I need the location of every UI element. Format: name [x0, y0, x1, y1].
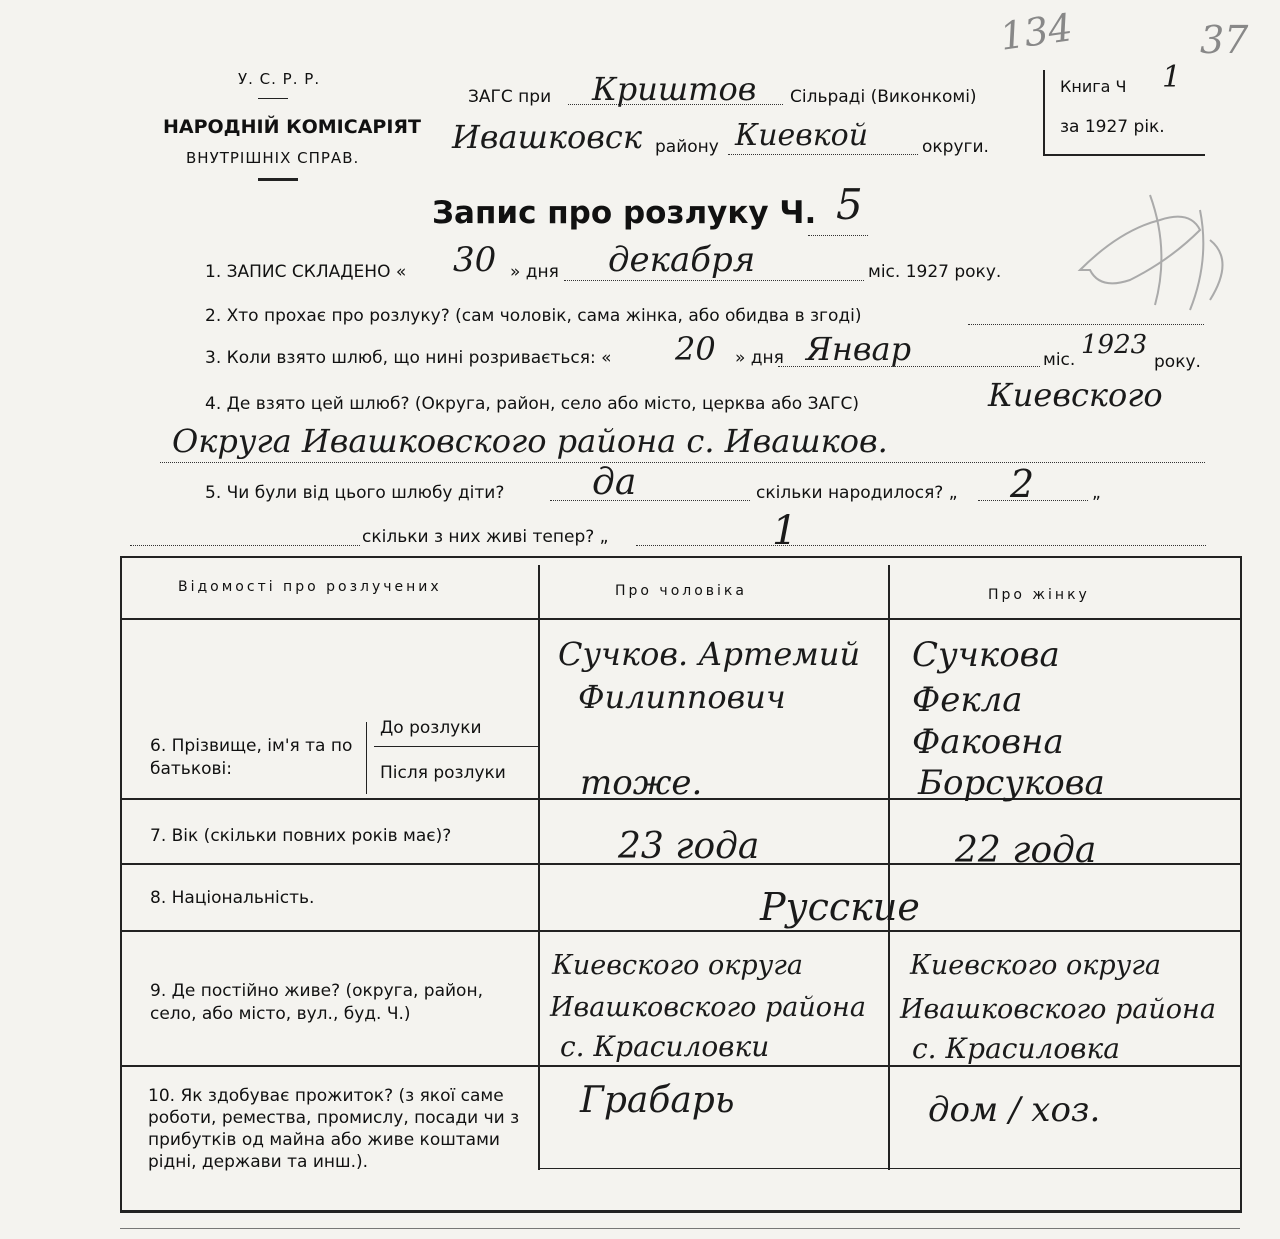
fill-line: [728, 154, 918, 155]
row6-wife-name: Фекла: [912, 680, 1023, 720]
row-separator: [374, 746, 538, 747]
q5-born-label: скільки народилося? „: [756, 483, 958, 503]
raion-name: Ивашковск: [452, 118, 642, 156]
q4-text: 4. Де взято цей шлюб? (Округа, район, село або місто, церква або ЗАГС): [205, 394, 859, 414]
row7-wife-age: 22 года: [955, 830, 1097, 871]
q3-year: 1923: [1081, 330, 1148, 360]
col-header-wife: Про жінку: [988, 587, 1090, 603]
row9-wife-line2: Ивашковского района: [900, 994, 1216, 1025]
pencil-number: 134: [997, 5, 1076, 59]
col-header-husband: Про чоловіка: [615, 583, 747, 599]
q3-suffix: року.: [1154, 352, 1201, 372]
commissariat-subtitle: ВНУТРІШНІХ СПРАВ.: [186, 149, 360, 167]
q1-prefix: 1. ЗАПИС СКЛАДЕНО «: [205, 262, 407, 282]
row6-husband-surname: Сучков. Артемий: [558, 635, 861, 673]
row9-husband-line3: с. Красиловки: [560, 1030, 770, 1063]
row9-husband-line1: Киевского округа: [552, 950, 804, 981]
council-label: Сільраді (Виконкомі): [790, 87, 977, 107]
brace: [366, 722, 367, 794]
okrug-label: округи.: [922, 137, 989, 157]
row7-label: 7. Вік (скільки повних років має)?: [150, 826, 452, 846]
q5-alive: 1: [772, 508, 798, 554]
table-border-right: [1240, 556, 1242, 1212]
row6-label: 6. Прізвище, ім'я та по батькові:: [150, 736, 353, 779]
divider: [258, 178, 298, 181]
fill-line: [564, 280, 864, 281]
q4-place-1: Киевского: [988, 376, 1163, 414]
row9-label: 9. Де постійно живе? (округа, район, село, або місто, вул., буд. Ч.): [150, 981, 483, 1024]
row6-after: Після розлуки: [380, 763, 506, 783]
row9-wife-line1: Киевского округа: [910, 950, 1162, 981]
raion-label: району: [655, 137, 719, 157]
fill-line: [130, 545, 360, 546]
year-label: за 1927 рік.: [1060, 117, 1165, 137]
q5-children: да: [592, 462, 637, 503]
q5-born: 2: [1010, 462, 1035, 506]
row10-husband-occupation: Грабарь: [580, 1080, 735, 1121]
row9-wife-line3: с. Красиловка: [912, 1032, 1120, 1065]
cut-line: [120, 1228, 1240, 1229]
column-separator: [538, 565, 540, 1170]
table-border-left: [120, 556, 122, 1212]
row-separator: [122, 618, 1240, 620]
row8-nationality: Русские: [760, 885, 920, 929]
row6-wife-surname: Сучкова: [912, 635, 1060, 675]
fill-line: [160, 462, 1205, 463]
q1-day: 30: [453, 240, 497, 280]
q5-prefix: 5. Чи були від цього шлюбу діти?: [205, 483, 505, 503]
q1-suffix: міс. 1927 року.: [868, 262, 1002, 282]
table-border-bottom: [120, 1210, 1242, 1213]
zags-village: Криштов: [592, 70, 757, 108]
q3-month: Январ: [806, 330, 912, 368]
pencil-scribble: [1060, 190, 1240, 320]
record-number: 5: [836, 180, 863, 229]
q4-place-2: Округа Ивашковского района с. Ивашков.: [172, 422, 888, 460]
commissariat-title: НАРОДНІЙ КОМІСАРІЯТ: [163, 116, 421, 138]
row-separator: [122, 1065, 1240, 1067]
divider: [258, 98, 288, 99]
row-separator: [122, 930, 1240, 932]
row6-wife-patronymic: Факовна: [912, 722, 1064, 762]
q5-alive-label: скільки з них живі тепер? „: [362, 527, 609, 547]
row9-husband-line2: Ивашковского района: [550, 992, 866, 1023]
q3-prefix: 3. Коли взято шлюб, що нині розривається: «: [205, 348, 612, 368]
row6-husband-patronymic: Филиппович: [578, 678, 786, 716]
q1-mid: » дня: [510, 262, 559, 282]
q1-month: декабря: [608, 240, 756, 280]
fill-line: [636, 545, 1206, 546]
ussr-label: У. С. Р. Р.: [238, 70, 321, 88]
document-title: Запис про розлуку Ч.: [432, 195, 817, 231]
column-separator: [888, 565, 890, 1170]
row8-label: 8. Національність.: [150, 888, 315, 908]
row6-before: До розлуки: [380, 718, 482, 738]
zags-label: ЗАГС при: [468, 87, 552, 107]
fill-line: [550, 500, 750, 501]
q3-mid: » дня: [735, 348, 784, 368]
q2-text: 2. Хто прохає про розлуку? (сам чоловік, сама жінка, або обидва в згоді): [205, 306, 862, 326]
fill-line: [968, 324, 1204, 325]
q3-day: 20: [675, 330, 716, 368]
q3-mis: міс.: [1043, 350, 1076, 370]
row10-label: 10. Як здобуває прожиток? (з якої саме роботи, ремества, промислу, посади чи з прибутків од майна або живе коштами рідні, держави та инш.).: [148, 1086, 520, 1172]
table-border-top: [120, 556, 1242, 558]
book-number: 1: [1162, 60, 1182, 95]
col-header-info: Відомості про розлучених: [178, 579, 442, 595]
row6-wife-after: Борсуковa: [918, 763, 1105, 803]
fill-line: [808, 235, 868, 236]
row7-husband-age: 23 года: [618, 826, 760, 867]
okrug-name: Киевкой: [735, 118, 869, 153]
row10-wife-occupation: дом / хоз.: [928, 1090, 1101, 1130]
row6-husband-after: тоже.: [580, 763, 703, 803]
quote-mark: „: [1092, 483, 1101, 503]
pencil-number: 37: [1200, 18, 1249, 62]
book-label: Книга Ч: [1060, 77, 1127, 96]
row-separator: [540, 1168, 1240, 1169]
